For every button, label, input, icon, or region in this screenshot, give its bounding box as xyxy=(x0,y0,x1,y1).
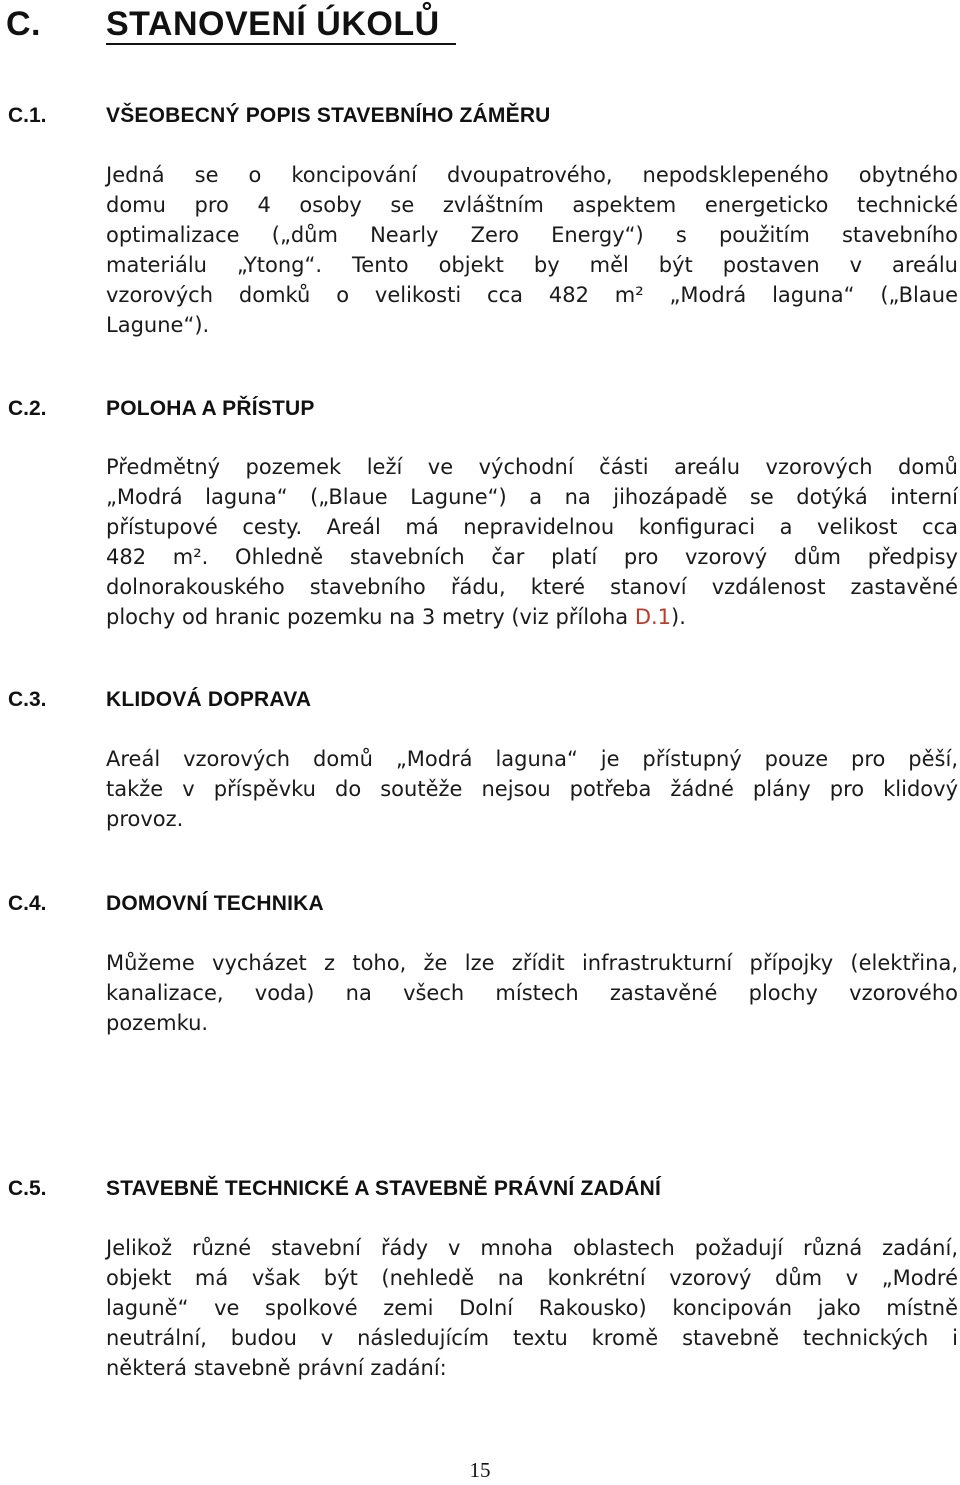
text-fragment: plochy od hranic pozemku na 3 metry (viz příloha xyxy=(106,605,635,629)
section-heading-c3: KLIDOVÁ DOPRAVA xyxy=(106,688,312,711)
section-heading-c1: VŠEOBECNÝ POPIS STAVEBNÍHO ZÁMĚRU xyxy=(106,104,551,127)
page-number: 15 xyxy=(469,1458,491,1482)
text-line: provoz. xyxy=(106,807,184,831)
section-number-c3: C.3. xyxy=(8,688,47,711)
text-line: objekt má však být (nehledě na konkrétní vzorový dům v „Modré xyxy=(106,1266,958,1290)
chapter-number: C. xyxy=(6,5,41,43)
section-number-c5: C.5. xyxy=(8,1177,47,1200)
text-line: laguně“ ve spolkové zemi Dolní Rakousko) koncipován jako místně xyxy=(106,1296,958,1320)
text-line xyxy=(106,602,958,632)
section-body-c1 xyxy=(106,160,958,340)
text-fragment: ). xyxy=(671,605,686,629)
text-line: přístupové cesty. Areál má nepravidelnou konfiguraci a velikost cca xyxy=(106,515,958,539)
section-heading-c4: DOMOVNÍ TECHNIKA xyxy=(106,892,324,915)
text-line: neutrální, budou v následujícím textu kromě stavebně technických i xyxy=(106,1326,958,1350)
text-line: Areál vzorových domů „Modrá laguna“ je přístupný pouze pro pěší, xyxy=(106,747,958,771)
section-number-c2: C.2. xyxy=(8,397,47,420)
text-line: 482 m². Ohledně stavebních čar platí pro vzorový dům předpisy xyxy=(106,545,958,569)
text-line: některá stavebně právní zadání: xyxy=(106,1356,447,1380)
text-line: Jelikož různé stavební řády v mnoha oblastech požadují různá zadání, xyxy=(106,1236,958,1260)
section-body-c4 xyxy=(106,948,958,1038)
text-line: domu pro 4 osoby se zvláštním aspektem energeticko technické xyxy=(106,193,958,217)
page-title xyxy=(6,2,456,46)
text-line: vzorových domků o velikosti cca 482 m² „Modrá laguna“ („Blaue xyxy=(106,283,958,307)
appendix-reference-link[interactable]: D.1 xyxy=(634,605,672,629)
section-body-c5 xyxy=(106,1233,958,1383)
text-line: Lagune“). xyxy=(106,313,210,337)
text-line: Můžeme vycházet z toho, že lze zřídit infrastrukturní přípojky (elektřina, xyxy=(106,951,958,975)
text-line: materiálu „Ytong“. Tento objekt by měl být postaven v areálu xyxy=(106,253,958,277)
section-body-c2 xyxy=(106,452,958,632)
section-heading-c2: POLOHA A PŘÍSTUP xyxy=(106,397,315,420)
text-line: takže v příspěvku do soutěže nejsou potřeba žádné plány pro klidový xyxy=(106,777,958,801)
chapter-title: STANOVENÍ ÚKOLŮ xyxy=(106,5,456,45)
text-line: Předmětný pozemek leží ve východní části areálu vzorových domů xyxy=(106,455,958,479)
text-line: dolnorakouského stavebního řádu, které stanoví vzdálenost zastavěné xyxy=(106,575,958,599)
text-line: pozemku. xyxy=(106,1011,209,1035)
section-number-c1: C.1. xyxy=(8,104,47,127)
text-line: „Modrá laguna“ („Blaue Lagune“) a na jihozápadě se dotýká interní xyxy=(106,485,958,509)
text-line: kanalizace, voda) na všech místech zastavěné plochy vzorového xyxy=(106,981,958,1005)
text-line: optimalizace („dům Nearly Zero Energy“) s použitím stavebního xyxy=(106,223,958,247)
text-line: Jedná se o koncipování dvoupatrového, nepodsklepeného obytného xyxy=(106,163,958,187)
section-body-c3 xyxy=(106,744,958,834)
section-heading-c5: STAVEBNĚ TECHNICKÉ A STAVEBNĚ PRÁVNÍ ZADÁNÍ xyxy=(106,1177,662,1200)
section-number-c4: C.4. xyxy=(8,892,47,915)
